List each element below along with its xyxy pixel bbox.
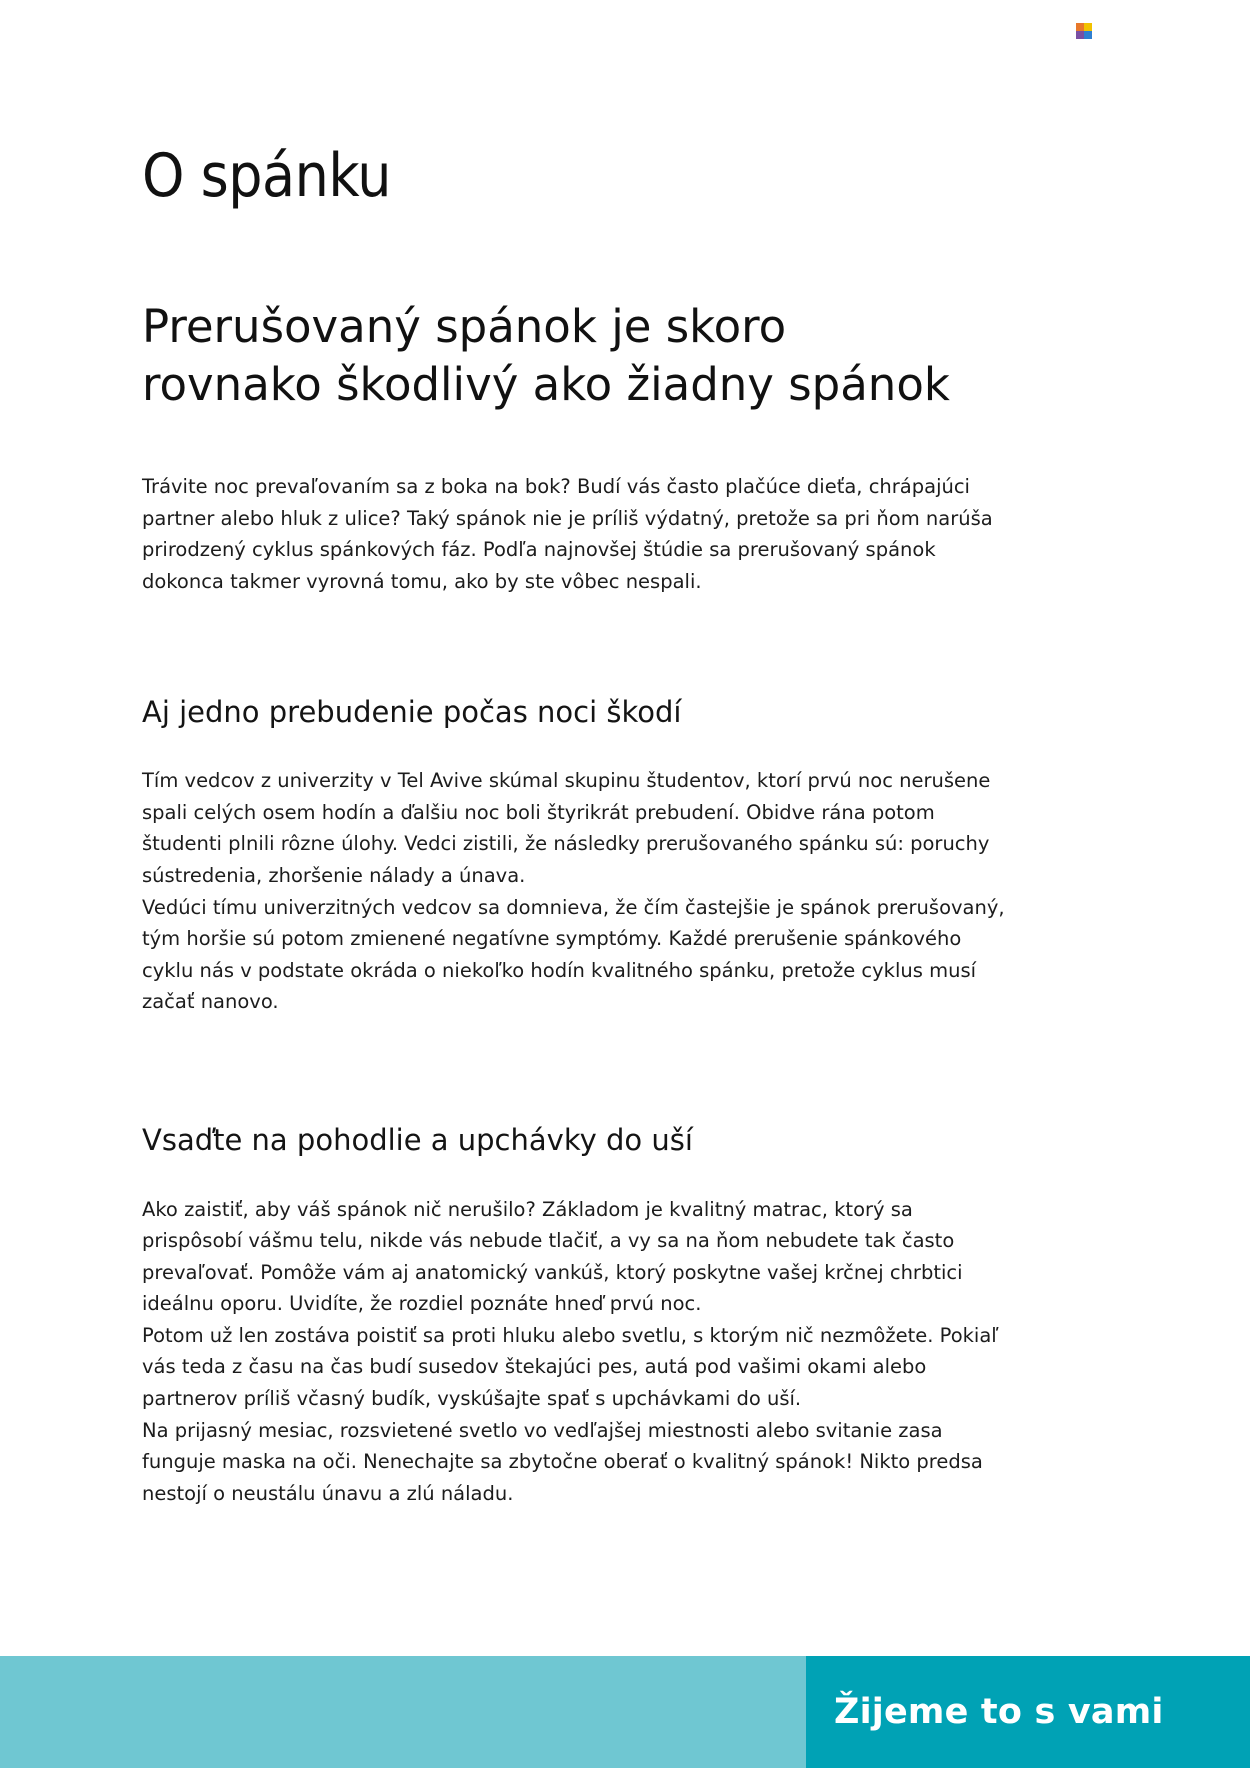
brand-mark-quadrant-3 xyxy=(1076,31,1084,39)
footer-right-band xyxy=(806,1656,1250,1768)
brand-mark-quadrant-4 xyxy=(1084,31,1092,39)
section-2-paragraph-1: Ako zaistiť, aby váš spánok nič nerušilo? Základom je kvalitný matrac, ktorý sa prispôsobí vášmu telu, nikde vás nebude tlačiť, a vy sa na ňom nebudete tak často prevaľovať. Pomôže vám aj anatomický vankúš, ktorý poskytne vašej krčnej chrbtici ideálnu oporu. Uvidíte, že rozdiel poznáte hneď prvú noc. xyxy=(142,1197,963,1316)
page-title: O spánku xyxy=(142,141,391,211)
section-1 xyxy=(142,694,1022,1018)
footer-slogan: Žijeme to s vami xyxy=(834,1692,1164,1732)
brand-mark-icon xyxy=(1076,23,1092,39)
lead-heading: Prerušovaný spánok je skoro rovnako škodlivý ako žiadny spánok xyxy=(142,300,950,411)
lead-paragraph: Trávite noc prevaľovaním sa z boka na bok? Budí vás často plačúce dieťa, chrápajúci partner alebo hluk z ulice? Taký spánok nie je príliš výdatný, pretože sa pri ňom narúša prirodzený cyklus spánkových fáz. Podľa najnovšej štúdie sa prerušovaný spánok dokonca takmer vyrovná tomu, ako by ste vôbec nespali. xyxy=(142,475,993,593)
section-1-paragraph-2: Vedúci tímu univerzitných vedcov sa domnieva, že čím častejšie je spánok prerušovaný, tým horšie sú potom zmienené negatívne symptómy. Každé prerušenie spánkového cyklu nás v podstate okráda o niekoľko hodín kvalitného spánku, pretože cyklus musí začať nanovo. xyxy=(142,895,1005,1014)
section-2-paragraph-2: Potom už len zostáva poistiť sa proti hluku alebo svetlu, s ktorým nič nezmôžete. Pokiaľ vás teda z času na čas budí susedov štekajúci pes, autá pod vašimi okami alebo partnerov príliš včasný budík, vyskúšajte spať s upchávkami do uší. xyxy=(142,1323,999,1410)
footer-left-band xyxy=(0,1656,806,1768)
article-content xyxy=(142,0,1022,1509)
section-heading-1: Aj jedno prebudenie počas noci škodí xyxy=(142,694,682,729)
section-2-paragraph-3: Na prijasný mesiac, rozsvietené svetlo vo vedľajšej miestnosti alebo svitanie zasa funguje maska na oči. Nenechajte sa zbytočne oberať o kvalitný spánok! Nikto predsa nestojí o neustálu únavu a zlú náladu. xyxy=(142,1418,983,1505)
brand-mark-quadrant-2 xyxy=(1084,23,1092,31)
section-2 xyxy=(142,1122,1022,1509)
brand-mark-quadrant-1 xyxy=(1076,23,1084,31)
section-1-paragraph-1: Tím vedcov z univerzity v Tel Avive skúmal skupinu študentov, ktorí prvú noc nerušene spali celých osem hodín a ďalšiu noc boli štyrikrát prebudení. Obidve rána potom študenti plnili rôzne úlohy. Vedci zistili, že následky prerušovaného spánku sú: poruchy sústredenia, zhoršenie nálady a únava. xyxy=(142,769,991,887)
section-heading-2: Vsaďte na pohodlie a upchávky do uší xyxy=(142,1122,693,1157)
footer-bar xyxy=(0,1656,1250,1768)
